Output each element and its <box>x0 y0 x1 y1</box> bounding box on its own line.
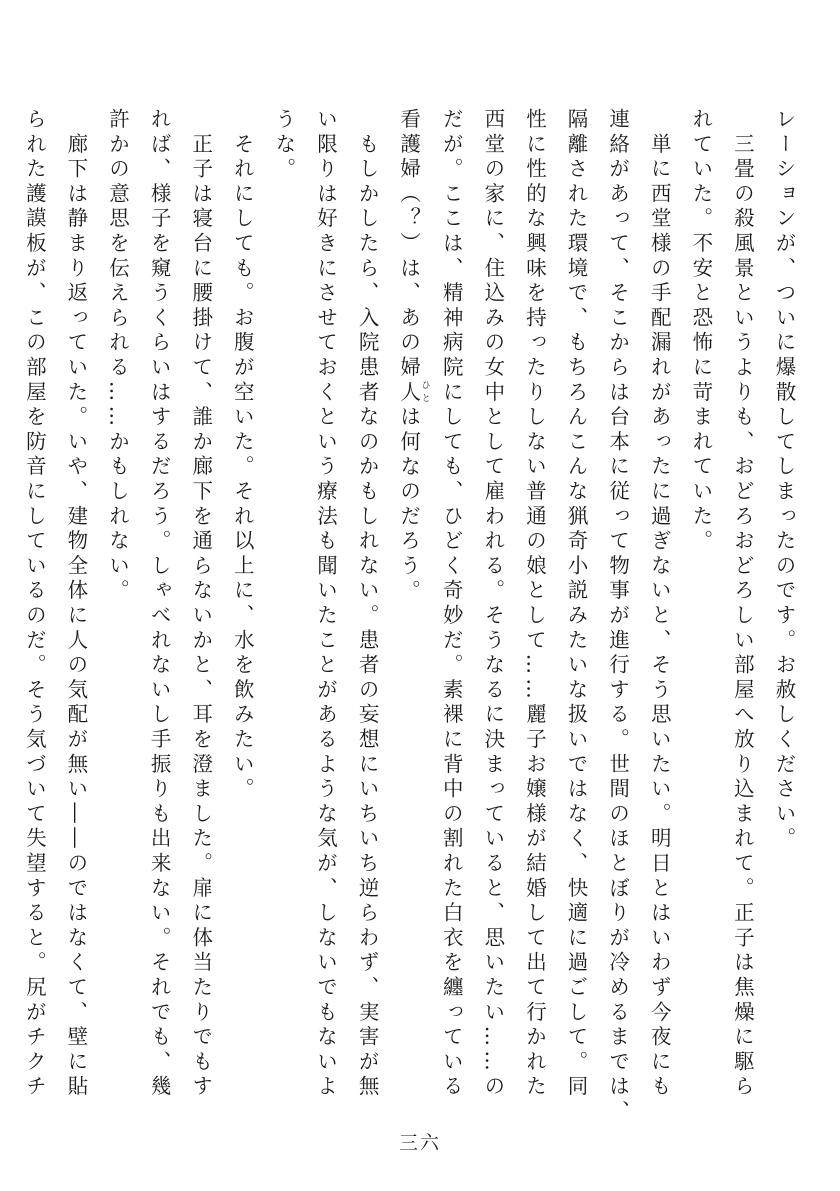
text-line-6: 隔離された環境で、もちろんこんな猟奇小説みたいな扱いではなく、快適に過ごして。同 <box>564 108 589 1100</box>
text-line-16: れば、様子を窺うくらいはするだろう。しゃべれないし手振りも出来ない。それでも、幾 <box>147 108 172 1100</box>
page-number: 三六 <box>398 1132 441 1154</box>
text-line-18: 廊下は静まり返っていた。いや、建物全体に人の気配が無い――のではなくて、壁に貼 <box>63 108 88 1100</box>
text-line-4: 単に西堂様の手配漏れがあったに過ぎないと、そう思いたい。明日とはいわず今夜にも <box>647 108 672 1100</box>
text-line-1: レーションが、ついに爆散してしまったのです。お赦しください。 <box>772 108 796 852</box>
text-line-8: 西堂の家に、住込みの女中として雇われる。そうなるに決まっていると、思いたい……の <box>480 108 505 1100</box>
text-line-17: 許かの意思を伝えられる……かもしれない。 <box>105 108 130 604</box>
text-line-14: それにしても。お腹が空いた。それ以上に、水を飲みたい。 <box>230 108 255 803</box>
text-line-3: れていた。不安と恐怖に苛まれていた。 <box>688 108 713 555</box>
text-line-2: 三畳の殺風景というよりも、おどろおどろしい部屋へ放り込まれて。正子は焦燥に駆ら <box>730 108 755 1100</box>
text-line-15: 正子は寝台に腰掛けて、誰か廊下を通らないかと、耳を澄ました。扉に体当たりでもす <box>188 108 213 1100</box>
text-line-11: もしかしたら、入院患者なのかもしれない。患者の妄想にいちいち逆らわず、実害が無 <box>355 108 380 1100</box>
text-line-10-tail: は何なのだろう。 <box>396 405 421 605</box>
text-line-5: 連絡があって、そこからは台本に従って物事が進行する。世間のほとぼりが冷めるまでは、 <box>605 108 630 1125</box>
furigana-hito: 人 ひと <box>396 379 430 407</box>
text-line-10 <box>387 108 430 1008</box>
vertical-body-text <box>22 108 804 1125</box>
text-line-9: だが。ここは、精神病院にしても、ひどく奇妙だ。素裸に背中の割れた白衣を纏っている <box>439 108 464 1100</box>
text-line-7: 性に性的な興味を持ったりしない普通の娘として……麗子お嬢様が結婚して出て行かれた <box>522 108 547 1100</box>
text-line-12: い限りは好きにさせておくという療法も聞いたことがあるような気が、しないでもないよ <box>313 108 338 1100</box>
text-line-13: うな。 <box>271 108 296 183</box>
text-line-10-content: 看護婦（？）は、あの婦 <box>396 108 421 381</box>
text-line-19: られた護謨板が、この部屋を防音にしているのだ。そう気づいて失望すると。尻がチクチ <box>22 108 47 1100</box>
